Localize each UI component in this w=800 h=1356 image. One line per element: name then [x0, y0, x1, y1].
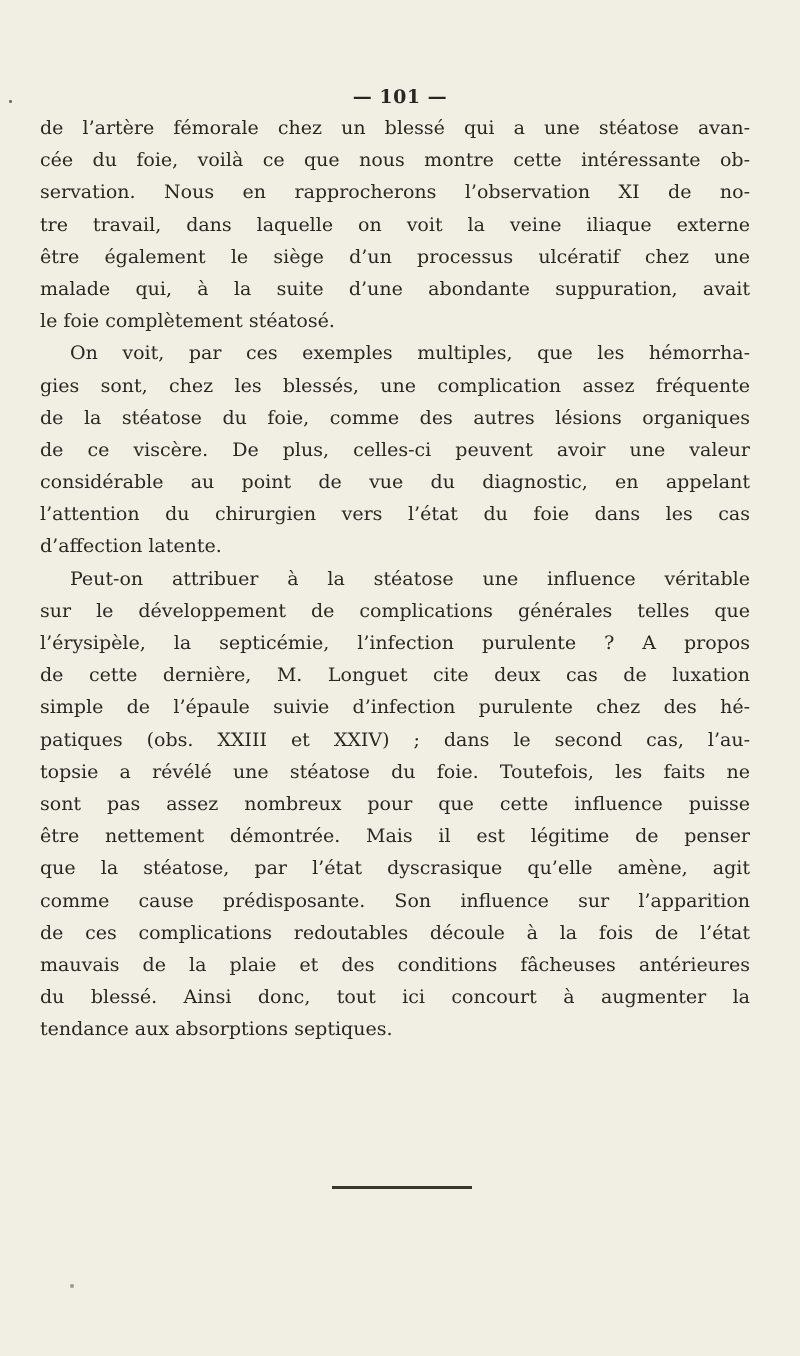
text-line: que la stéatose, par l’état dyscrasique qu’elle amène, agit: [40, 857, 750, 880]
end-rule: [332, 1186, 472, 1189]
text-line: simple de l’épaule suivie d’infection purulente chez des hé-: [40, 696, 750, 719]
text-line: Peut-on attribuer à la stéatose une influence véritable: [70, 567, 750, 590]
text-line: le foie complètement stéatosé.: [40, 310, 335, 333]
text-line: de la stéatose du foie, comme des autres lésions organiques: [40, 406, 750, 429]
text-line: tendance aux absorptions septiques.: [40, 1018, 393, 1041]
text-line: l’attention du chirurgien vers l’état du foie dans les cas: [40, 503, 750, 526]
text-line: malade qui, à la suite d’une abondante suppuration, avait: [40, 277, 750, 300]
text-line: l’érysipèle, la septicémie, l’infection purulente ? A propos: [40, 632, 750, 654]
page-header: [0, 86, 800, 108]
text-line: de l’artère fémorale chez un blessé qui a une stéatose avan-: [40, 117, 750, 139]
text-line: être nettement démontrée. Mais il est légitime de penser: [40, 825, 750, 848]
text-line: considérable au point de vue du diagnostic, en appelant: [40, 471, 750, 494]
paper-speck: [9, 100, 12, 103]
paper-speck: [70, 1284, 74, 1288]
text-line: mauvais de la plaie et des conditions fâcheuses antérieures: [40, 953, 750, 976]
text-line: patiques (obs. XXIII et XXIV) ; dans le second cas, l’au-: [40, 728, 750, 751]
paragraph: [40, 112, 750, 337]
text-line: topsie a révélé une stéatose du foie. Toutefois, les faits ne: [40, 760, 750, 783]
text-line: tre travail, dans laquelle on voit la veine iliaque externe: [40, 213, 750, 236]
paragraph: [40, 563, 750, 1046]
text-line: comme cause prédisposante. Son influence sur l’apparition: [40, 889, 750, 912]
paragraph: [40, 337, 750, 562]
text-line: sur le développement de complications générales telles que: [40, 599, 750, 622]
text-line: de cette dernière, M. Longuet cite deux cas de luxation: [40, 664, 750, 687]
text-line: de ces complications redoutables découle à la fois de l’état: [40, 921, 750, 944]
body-text: [40, 112, 750, 1045]
text-line: On voit, par ces exemples multiples, que les hémorrha-: [70, 342, 750, 365]
text-line: gies sont, chez les blessés, une complication assez fréquente: [40, 374, 750, 397]
text-line: du blessé. Ainsi donc, tout ici concourt à augmenter la: [40, 986, 750, 1009]
text-line: de ce viscère. De plus, celles-ci peuvent avoir une valeur: [40, 438, 750, 461]
text-line: servation. Nous en rapprocherons l’observation XI de no-: [40, 181, 750, 204]
text-line: cée du foie, voilà ce que nous montre cette intéressante ob-: [40, 149, 750, 172]
page-number: — 101 —: [352, 86, 448, 108]
text-line: être également le siège d’un processus ulcératif chez une: [40, 245, 750, 268]
text-line: sont pas assez nombreux pour que cette influence puisse: [40, 792, 750, 815]
text-line: d’affection latente.: [40, 535, 222, 558]
